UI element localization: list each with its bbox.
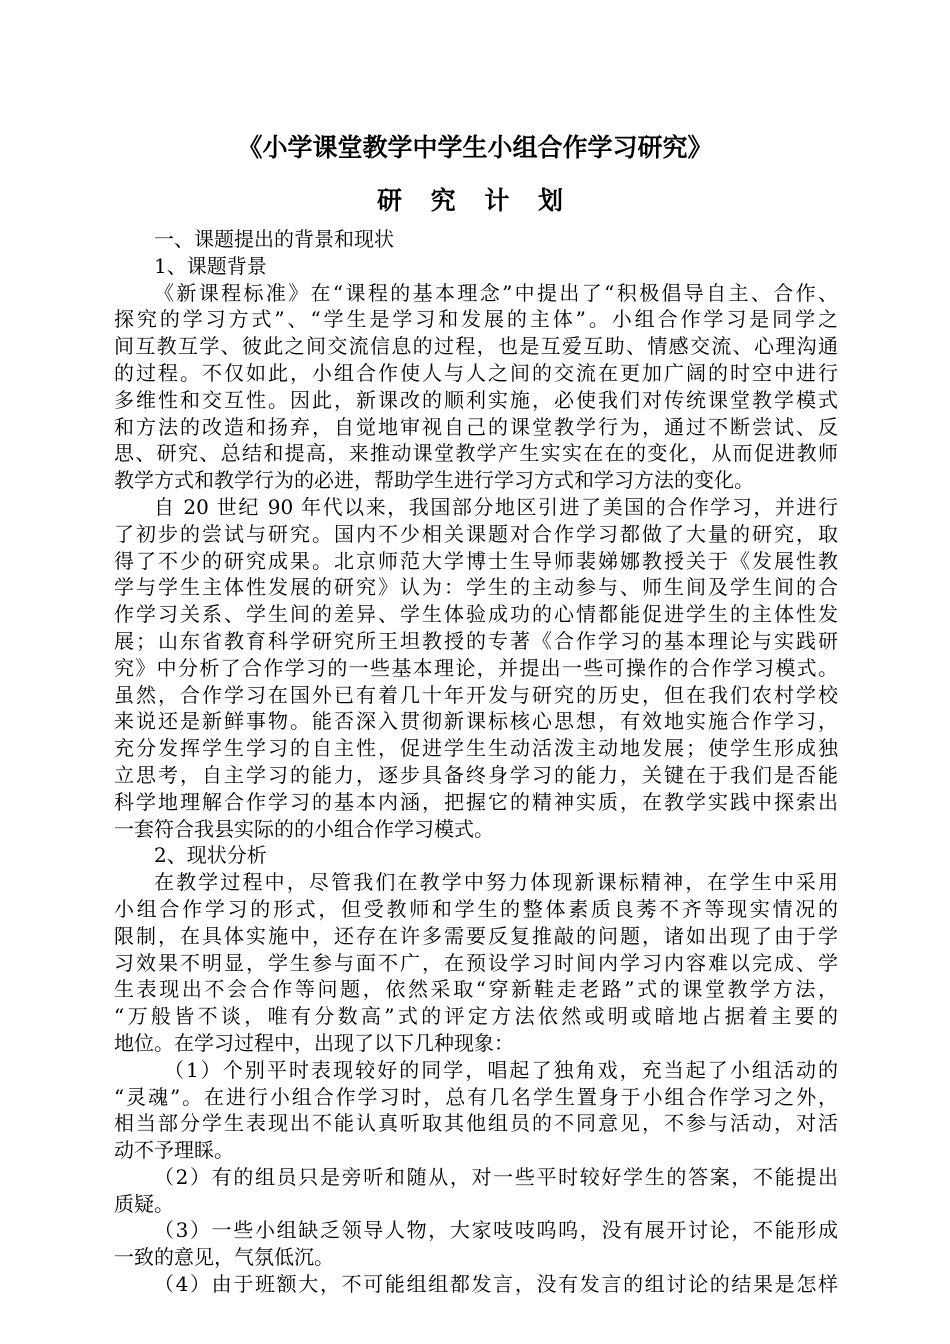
text-line: “灵魂”。在进行小组合作学习时，总有几名学生置身于小组合作学习之外， bbox=[114, 1084, 838, 1109]
text-line: 《新课程标准》在“课程的基本理念”中提出了“积极倡导自主、合作、 bbox=[154, 280, 838, 305]
text-line: 立思考，自主学习的能力，逐步具备终身学习的能力，关键在于我们是否能 bbox=[114, 762, 838, 787]
text-line: 在教学过程中，尽管我们在教学中努力体现新课标精神，在学生中采用 bbox=[154, 870, 838, 895]
text-line: 科学地理解合作学习的基本内涵，把握它的精神实质，在教学实践中探索出 bbox=[114, 789, 838, 814]
text-line: 作学习关系、学生间的差异、学生体验成功的心情都能促进学生的主体性发 bbox=[114, 602, 838, 627]
text-line: 质疑。 bbox=[114, 1191, 174, 1216]
text-line: 思、研究、总结和提高，来推动课堂教学产生实实在在的变化，从而促进教师 bbox=[114, 441, 838, 466]
text-line: 相当部分学生表现出不能认真听取其他组员的不同意见，不参与活动，对活 bbox=[114, 1111, 838, 1136]
text-line: 的过程。不仅如此，小组合作使人与人之间的交流在更加广阔的时空中进行 bbox=[114, 360, 838, 385]
text-line: 和方法的改造和扬弃，自觉地审视自己的课堂教学行为，通过不断尝试、反 bbox=[114, 414, 838, 439]
text-line: 一套符合我县实际的的小组合作学习模式。 bbox=[114, 816, 494, 841]
text-line: 间互教互学、彼此之间交流信息的过程，也是互爱互助、情感交流、心理沟通 bbox=[114, 334, 838, 359]
text-line: 地位。在学习过程中，出现了以下几种现象： bbox=[114, 1030, 514, 1055]
document-subtitle: 研 究 计 划 bbox=[376, 186, 574, 215]
text-line: 一致的意见，气氛低沉。 bbox=[114, 1245, 334, 1270]
text-line: 2、现状分析 bbox=[154, 843, 267, 868]
text-line: 1、课题背景 bbox=[154, 253, 267, 278]
text-line: 学与学生主体性发展的研究》认为：学生的主动参与、师生间及学生间的合 bbox=[114, 575, 838, 600]
text-line: 小组合作学习的形式，但受教师和学生的整体素质良莠不齐等现实情况的 bbox=[114, 896, 838, 921]
text-line: 虽然，合作学习在国外已有着几十年开发与研究的历史，但在我们农村学校 bbox=[114, 682, 838, 707]
text-line: 来说还是新鲜事物。能否深入贯彻新课标核心思想，有效地实施合作学习， bbox=[114, 709, 838, 734]
text-line: 生表现出不会合作等问题，依然采取“穿新鞋走老路”式的课堂教学方法， bbox=[114, 977, 838, 1002]
text-line: （3）一些小组缺乏领导人物，大家吱吱呜呜，没有展开讨论，不能形成 bbox=[154, 1218, 838, 1243]
text-line: （2）有的组员只是旁听和随从，对一些平时较好学生的答案，不能提出 bbox=[154, 1164, 838, 1189]
text-line: 一、课题提出的背景和现状 bbox=[154, 227, 394, 251]
text-line: （1）个别平时表现较好的同学，唱起了独角戏，充当起了小组活动的 bbox=[164, 1057, 838, 1082]
text-line: “万般皆不谈，唯有分数高”式的评定方法依然或明或暗地占据着主要的 bbox=[114, 1004, 838, 1029]
text-line: 展；山东省教育科学研究所王坦教授的专著《合作学习的基本理论与实践研 bbox=[114, 628, 838, 653]
document-body bbox=[114, 226, 838, 1298]
text-line: 探究的学习方式”、“学生是学习和发展的主体”。小组合作学习是同学之 bbox=[114, 307, 838, 332]
text-line: 自 20 世纪 90 年代以来，我国部分地区引进了美国的合作学习，并进行 bbox=[154, 494, 838, 519]
text-line: 限制，在具体实施中，还存在许多需要反复推敲的问题，诸如出现了由于学 bbox=[114, 923, 838, 948]
text-line: 动不予理睬。 bbox=[114, 1138, 234, 1163]
document-title: 《小学课堂教学中学生小组合作学习研究》 bbox=[237, 133, 713, 162]
text-line: 充分发挥学生学习的自主性，促进学生生动活泼主动地发展；使学生形成独 bbox=[114, 736, 838, 761]
text-line: 究》中分析了合作学习的一些基本理论，并提出一些可操作的合作学习模式。 bbox=[114, 655, 838, 680]
text-line: 得了不少的研究成果。北京师范大学博士生导师裴娣娜教授关于《发展性教 bbox=[114, 548, 838, 573]
text-line: 多维性和交互性。因此，新课改的顺利实施，必使我们对传统课堂教学模式 bbox=[114, 387, 838, 412]
text-line: 了初步的尝试与研究。国内不少相关课题对合作学习都做了大量的研究，取 bbox=[114, 521, 838, 546]
text-line: 教学方式和教学行为的必进，帮助学生进行学习方式和学习方法的变化。 bbox=[114, 468, 754, 493]
text-line: 习效果不明显，学生参与面不广，在预设学习时间内学习内容难以完成、学 bbox=[114, 950, 838, 975]
text-line: （4）由于班额大，不可能组组都发言，没有发言的组讨论的结果是怎样 bbox=[154, 1272, 838, 1297]
